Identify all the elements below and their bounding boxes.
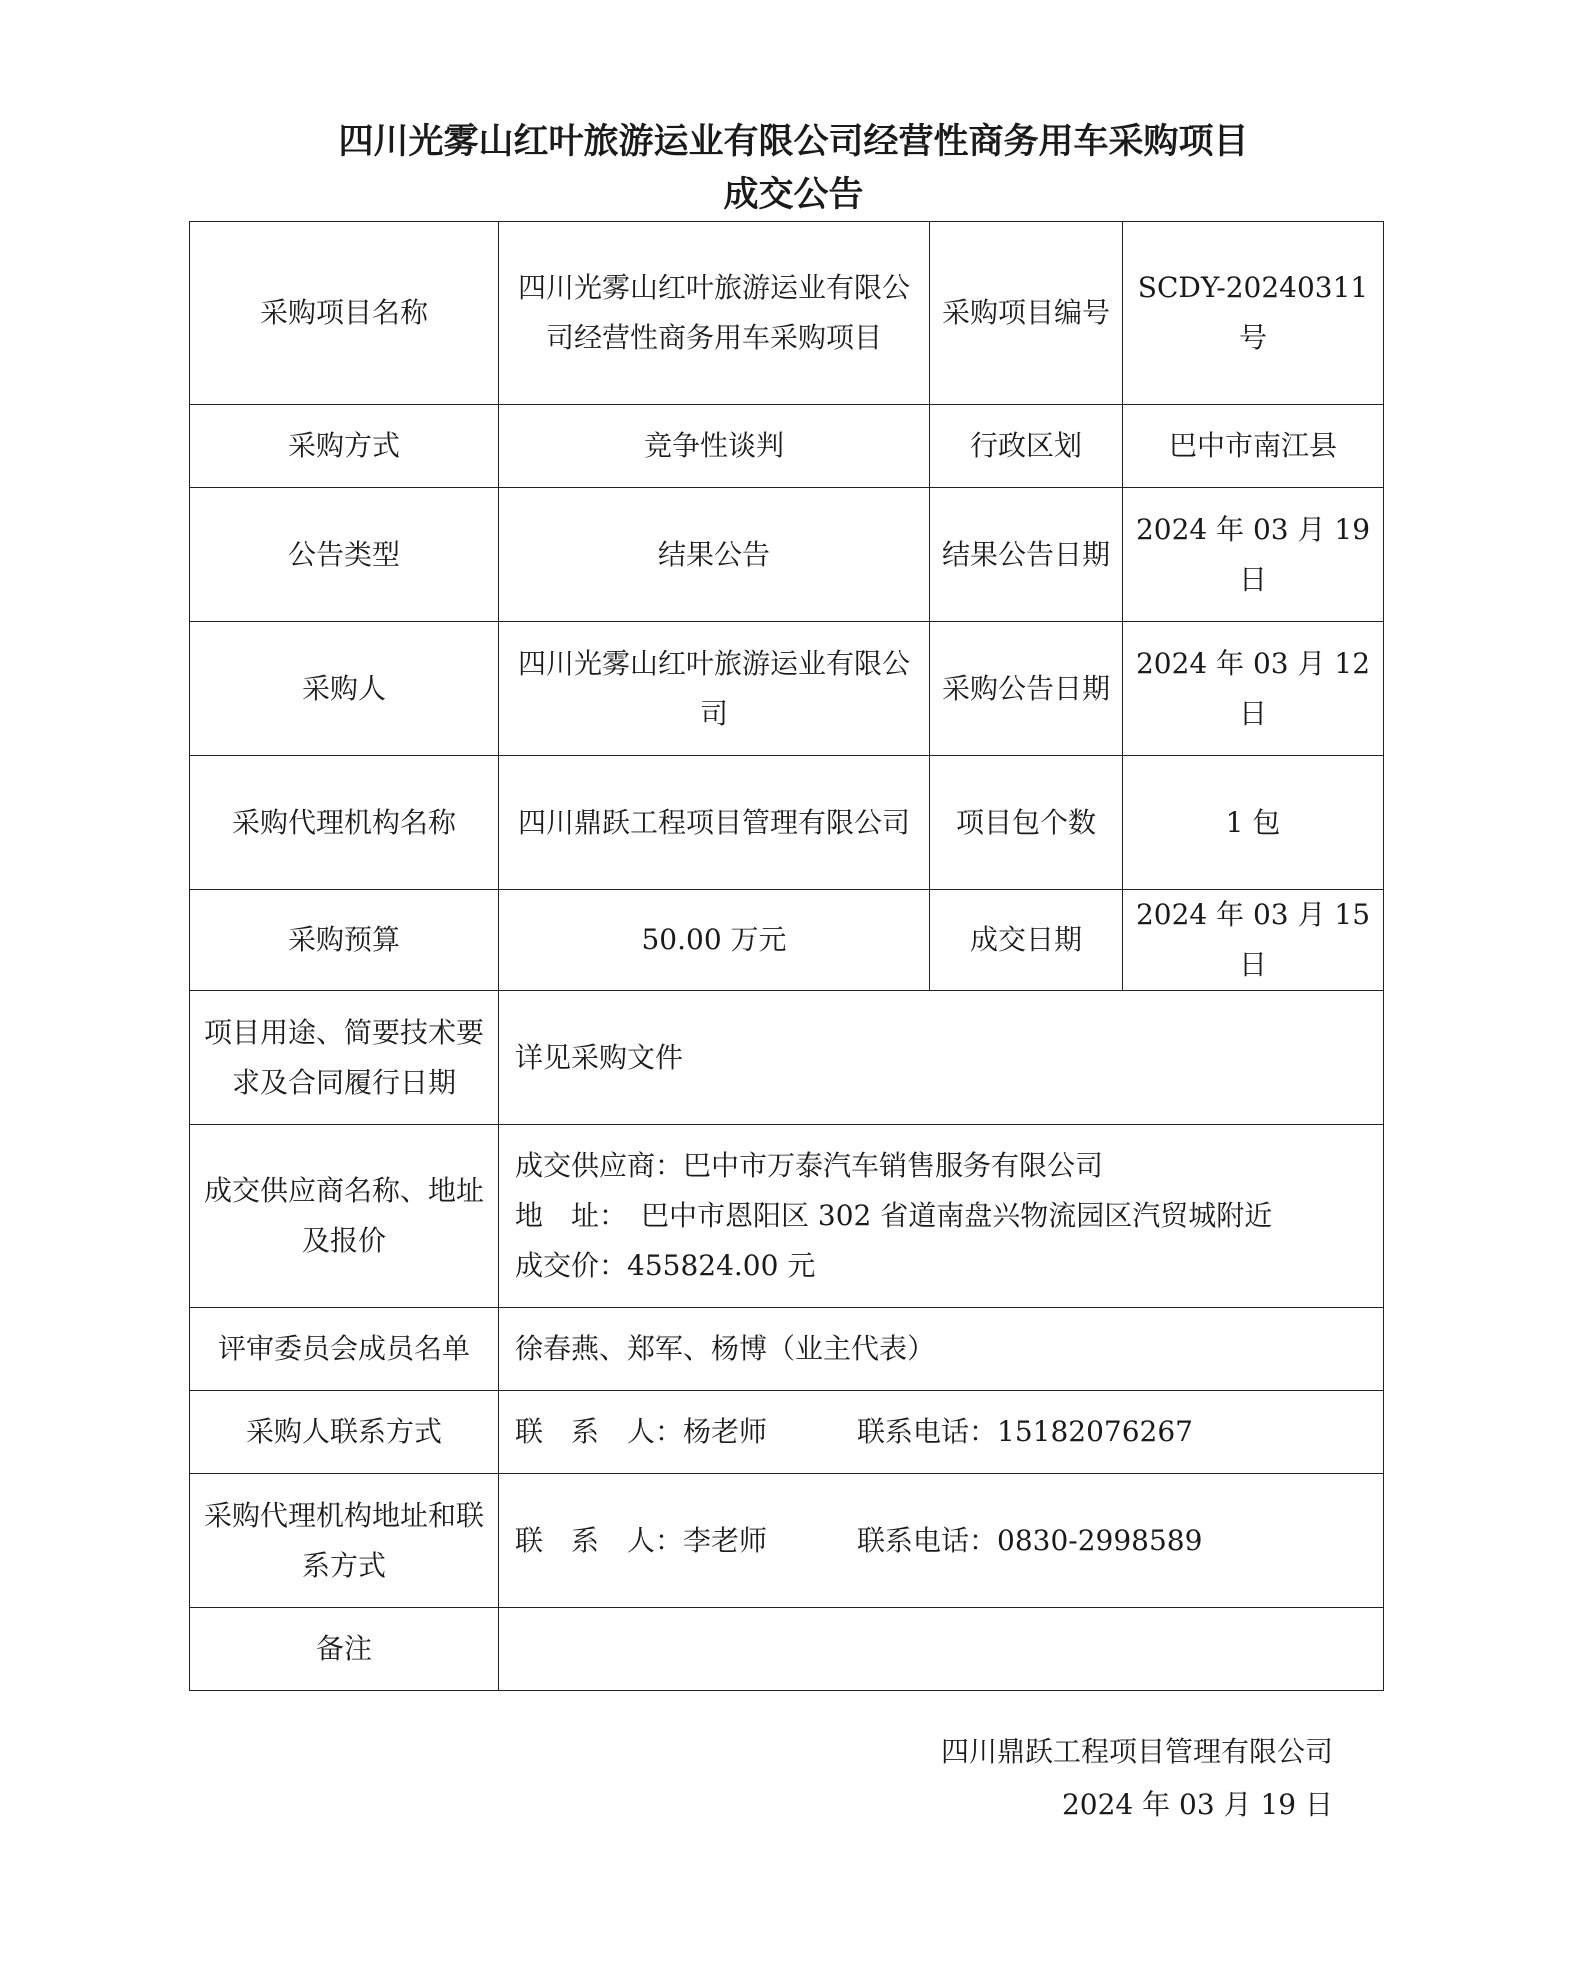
value-project-name: 四川光雾山红叶旅游运业有限公司经营性商务用车采购项目 [499, 222, 930, 405]
label-supplier: 成交供应商名称、地址及报价 [190, 1125, 499, 1308]
purchaser-contact-person: 联 系 人：杨老师 [515, 1415, 768, 1448]
label-budget: 采购预算 [190, 890, 499, 991]
agency-contact-phone: 联系电话：0830-2998589 [857, 1523, 1203, 1557]
value-agency-contact [499, 1474, 1384, 1608]
row-usage [190, 991, 1384, 1125]
label-result-date: 结果公告日期 [930, 488, 1123, 622]
row-supplier [190, 1125, 1384, 1308]
agency-contact-person: 联 系 人：李老师 [515, 1523, 768, 1557]
value-result-date: 2024 年 03 月 19 日 [1123, 488, 1384, 622]
label-committee: 评审委员会成员名单 [190, 1308, 499, 1391]
label-agency-contact: 采购代理机构地址和联系方式 [190, 1474, 499, 1608]
value-remarks [499, 1608, 1384, 1691]
label-deal-date: 成交日期 [930, 890, 1123, 991]
value-purchaser: 四川光雾山红叶旅游运业有限公司 [499, 622, 930, 756]
row-committee [190, 1308, 1384, 1391]
label-usage: 项目用途、简要技术要求及合同履行日期 [190, 991, 499, 1125]
supplier-name: 成交供应商：巴中市万泰汽车销售服务有限公司 [515, 1149, 1104, 1182]
label-method: 采购方式 [190, 405, 499, 488]
purchaser-contact-phone: 联系电话：15182076267 [857, 1415, 1193, 1448]
row-agency [190, 756, 1384, 890]
notice-table [189, 221, 1384, 1691]
supplier-price: 成交价：455824.00 元 [515, 1249, 816, 1282]
value-package-count: 1 包 [1123, 756, 1384, 890]
label-district: 行政区划 [930, 405, 1123, 488]
label-project-name: 采购项目名称 [190, 222, 499, 405]
value-agency: 四川鼎跃工程项目管理有限公司 [499, 756, 930, 890]
supplier-address: 地 址： 巴中市恩阳区 302 省道南盘兴物流园区汽贸城附近 [515, 1199, 1273, 1232]
footer-date: 2024 年 03 月 19 日 [1061, 1788, 1333, 1821]
notice-title-line-1: 四川光雾山红叶旅游运业有限公司经营性商务用车采购项目 [338, 122, 1249, 162]
value-supplier [499, 1125, 1384, 1308]
label-agency: 采购代理机构名称 [190, 756, 499, 890]
value-usage: 详见采购文件 [499, 991, 1384, 1125]
label-project-number: 采购项目编号 [930, 222, 1123, 405]
label-purchaser: 采购人 [190, 622, 499, 756]
label-purchaser-contact: 采购人联系方式 [190, 1391, 499, 1474]
label-notice-type: 公告类型 [190, 488, 499, 622]
label-purchase-notice-date: 采购公告日期 [930, 622, 1123, 756]
row-budget [190, 890, 1384, 991]
value-method: 竞争性谈判 [499, 405, 930, 488]
footer-organization: 四川鼎跃工程项目管理有限公司 [940, 1735, 1333, 1768]
value-deal-date: 2024 年 03 月 15 日 [1123, 890, 1384, 991]
value-purchaser-contact [499, 1391, 1384, 1474]
value-committee: 徐春燕、郑军、杨博（业主代表） [499, 1308, 1384, 1391]
value-notice-type: 结果公告 [499, 488, 930, 622]
label-remarks: 备注 [190, 1608, 499, 1691]
row-project-name [190, 222, 1384, 405]
value-purchase-notice-date: 2024 年 03 月 12 日 [1123, 622, 1384, 756]
value-project-number: SCDY-20240311 号 [1123, 222, 1384, 405]
row-notice-type [190, 488, 1384, 622]
row-remarks [190, 1608, 1384, 1691]
label-package-count: 项目包个数 [930, 756, 1123, 890]
value-budget: 50.00 万元 [499, 890, 930, 991]
notice-title-line-2: 成交公告 [723, 175, 864, 215]
row-purchaser [190, 622, 1384, 756]
row-method [190, 405, 1384, 488]
row-purchaser-contact [190, 1391, 1384, 1474]
row-agency-contact [190, 1474, 1384, 1608]
value-district: 巴中市南江县 [1123, 405, 1384, 488]
